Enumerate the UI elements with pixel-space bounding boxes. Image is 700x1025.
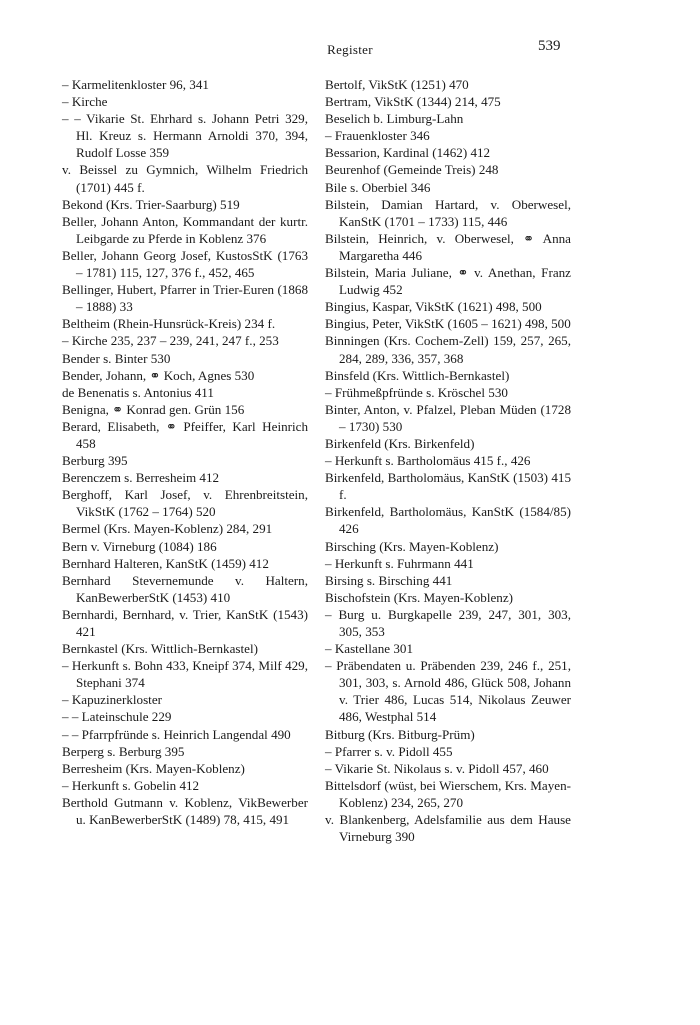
index-entry: Berresheim (Krs. Mayen-Koblenz) bbox=[62, 760, 245, 776]
running-head: Register bbox=[327, 42, 373, 57]
index-entry: Bekond (Krs. Trier-Saarburg) 519 bbox=[62, 196, 240, 212]
index-entry: – Kirche 235, 237 – 239, 241, 247 f., 253 bbox=[62, 333, 279, 349]
index-entry: Berenczem s. Berresheim 412 bbox=[62, 470, 220, 486]
index-entry: Beltheim (Rhein-Hunsrück-Kreis) 234 f. bbox=[62, 316, 276, 332]
index-entry: Bermel (Krs. Mayen-Koblenz) 284, 291 bbox=[62, 521, 273, 537]
index-entry: Berburg 395 bbox=[62, 453, 128, 469]
index-entry: Bernhardi, Bernhard, v. Trier, KanStK (1543) 421 bbox=[62, 606, 308, 639]
index-entry: – Kapuzinerkloster bbox=[62, 692, 162, 708]
index-entry: – Frühmeßpfründe s. Kröschel 530 bbox=[325, 384, 508, 400]
index-entry: Berard, Elisabeth, ⚭ Pfeiffer, Karl Heinrich 458 bbox=[62, 418, 308, 451]
index-entry: Bellinger, Hubert, Pfarrer in Trier-Euren (1868 – 1888) 33 bbox=[62, 282, 308, 315]
index-entry: Bittelsdorf (wüst, bei Wierschem, Krs. Mayen-Koblenz) 234, 265, 270 bbox=[325, 777, 571, 810]
index-entry: Bertram, VikStK (1344) 214, 475 bbox=[325, 94, 501, 110]
index-entry: – Herkunft s. Gobelin 412 bbox=[62, 777, 200, 793]
index-entry: – Herkunft s. Bartholomäus 415 f., 426 bbox=[325, 453, 531, 469]
index-column-right bbox=[325, 76, 571, 845]
index-column-left bbox=[62, 76, 308, 828]
index-entry: Berthold Gutmann v. Koblenz, VikBewerber u. KanBewerberStK (1489) 78, 415, 491 bbox=[62, 794, 308, 828]
index-entry: Binsfeld (Krs. Wittlich-Bernkastel) bbox=[325, 367, 510, 383]
index-entry: Bilstein, Maria Juliane, ⚭ v. Anethan, Franz Ludwig 452 bbox=[325, 265, 571, 298]
index-entry: Beselich b. Limburg-Lahn bbox=[325, 111, 464, 127]
index-entry: Birkenfeld (Krs. Birkenfeld) bbox=[325, 435, 475, 451]
index-entry: Bernhard Stevernemunde v. Haltern, KanBewerberStK (1453) 410 bbox=[62, 572, 308, 605]
index-entry: Bernkastel (Krs. Wittlich-Bernkastel) bbox=[62, 641, 258, 657]
index-entry: Bingius, Kaspar, VikStK (1621) 498, 500 bbox=[325, 299, 542, 315]
index-entry: Bertolf, VikStK (1251) 470 bbox=[325, 77, 469, 92]
index-entry: Bitburg (Krs. Bitburg-Prüm) bbox=[325, 726, 475, 742]
index-entry: Bern v. Virneburg (1084) 186 bbox=[62, 538, 217, 554]
index-entry: Bilstein, Heinrich, v. Oberwesel, ⚭ Anna Margaretha 446 bbox=[325, 230, 571, 263]
index-entry: – Kastellane 301 bbox=[325, 641, 413, 657]
index-entry: Bender, Johann, ⚭ Koch, Agnes 530 bbox=[62, 367, 255, 383]
index-entry: Beller, Johann Anton, Kommandant der kurtr. Leibgarde zu Pferde in Koblenz 376 bbox=[62, 213, 308, 246]
index-entry: – Herkunft s. Fuhrmann 441 bbox=[325, 555, 474, 571]
index-entry: Benigna, ⚭ Konrad gen. Grün 156 bbox=[62, 401, 245, 417]
index-entry: de Benenatis s. Antonius 411 bbox=[62, 384, 214, 400]
index-entry: – – Vikarie St. Ehrhard s. Johann Petri 329, Hl. Kreuz s. Hermann Arnoldi 370, 394, Rudolf Losse 359 bbox=[62, 111, 308, 161]
index-entry: Bile s. Oberbiel 346 bbox=[325, 179, 431, 195]
index-entry: v. Blankenberg, Adelsfamilie aus dem Hause Virneburg 390 bbox=[325, 812, 571, 845]
index-entry: Binningen (Krs. Cochem-Zell) 159, 257, 265, 284, 289, 336, 357, 368 bbox=[325, 333, 571, 366]
index-entry: – Kirche bbox=[62, 94, 108, 110]
index-entry: – – Lateinschule 229 bbox=[62, 709, 172, 725]
index-entry: Birkenfeld, Bartholomäus, KanStK (1584/85) 426 bbox=[325, 504, 571, 537]
index-entry: – – Pfarrpfründe s. Heinrich Langendal 490 bbox=[62, 726, 291, 742]
index-entry: Berperg s. Berburg 395 bbox=[62, 743, 185, 759]
page-number: 539 bbox=[538, 38, 561, 54]
index-entry: Bischofstein (Krs. Mayen-Koblenz) bbox=[325, 589, 513, 605]
index-entry: – Frauenkloster 346 bbox=[325, 128, 430, 144]
index-entry: Beller, Johann Georg Josef, KustosStK (1763 – 1781) 115, 127, 376 f., 452, 465 bbox=[62, 247, 308, 281]
index-entry: – Pfarrer s. v. Pidoll 455 bbox=[325, 743, 453, 759]
index-entry: – Karmelitenkloster 96, 341 bbox=[62, 77, 209, 92]
index-entry: – Präbendaten u. Präbenden 239, 246 f., 251, 301, 303, s. Arnold 486, Glück 508, Johann v. Trier 486, Lucas 514, Nikolaus Zeuwer 486, Westphal 514 bbox=[325, 658, 571, 725]
index-entry: – Vikarie St. Nikolaus s. v. Pidoll 457, 460 bbox=[325, 760, 549, 776]
index-entry: Birsching (Krs. Mayen-Koblenz) bbox=[325, 538, 499, 554]
index-entry: v. Beissel zu Gymnich, Wilhelm Friedrich (1701) 445 f. bbox=[62, 162, 308, 195]
index-entry: Beurenhof (Gemeinde Treis) 248 bbox=[325, 162, 499, 178]
index-entry: Bernhard Halteren, KanStK (1459) 412 bbox=[62, 555, 269, 571]
index-entry: – Herkunft s. Bohn 433, Kneipf 374, Milf 429, Stephani 374 bbox=[62, 658, 308, 691]
index-entry: Bilstein, Damian Hartard, v. Oberwesel, KanStK (1701 – 1733) 115, 446 bbox=[325, 196, 571, 229]
index-entry: Berghoff, Karl Josef, v. Ehrenbreitstein, VikStK (1762 – 1764) 520 bbox=[62, 487, 308, 520]
index-entry: Bender s. Binter 530 bbox=[62, 350, 171, 366]
index-entry: Birkenfeld, Bartholomäus, KanStK (1503) 415 f. bbox=[325, 470, 571, 503]
index-entry: Binter, Anton, v. Pfalzel, Pleban Müden (1728 – 1730) 530 bbox=[325, 401, 571, 434]
index-entry: Bingius, Peter, VikStK (1605 – 1621) 498, 500 bbox=[325, 316, 571, 332]
index-entry: Bessarion, Kardinal (1462) 412 bbox=[325, 145, 491, 161]
index-entry: Birsing s. Birsching 441 bbox=[325, 572, 453, 588]
index-entry: – Burg u. Burgkapelle 239, 247, 301, 303, 305, 353 bbox=[325, 606, 571, 639]
